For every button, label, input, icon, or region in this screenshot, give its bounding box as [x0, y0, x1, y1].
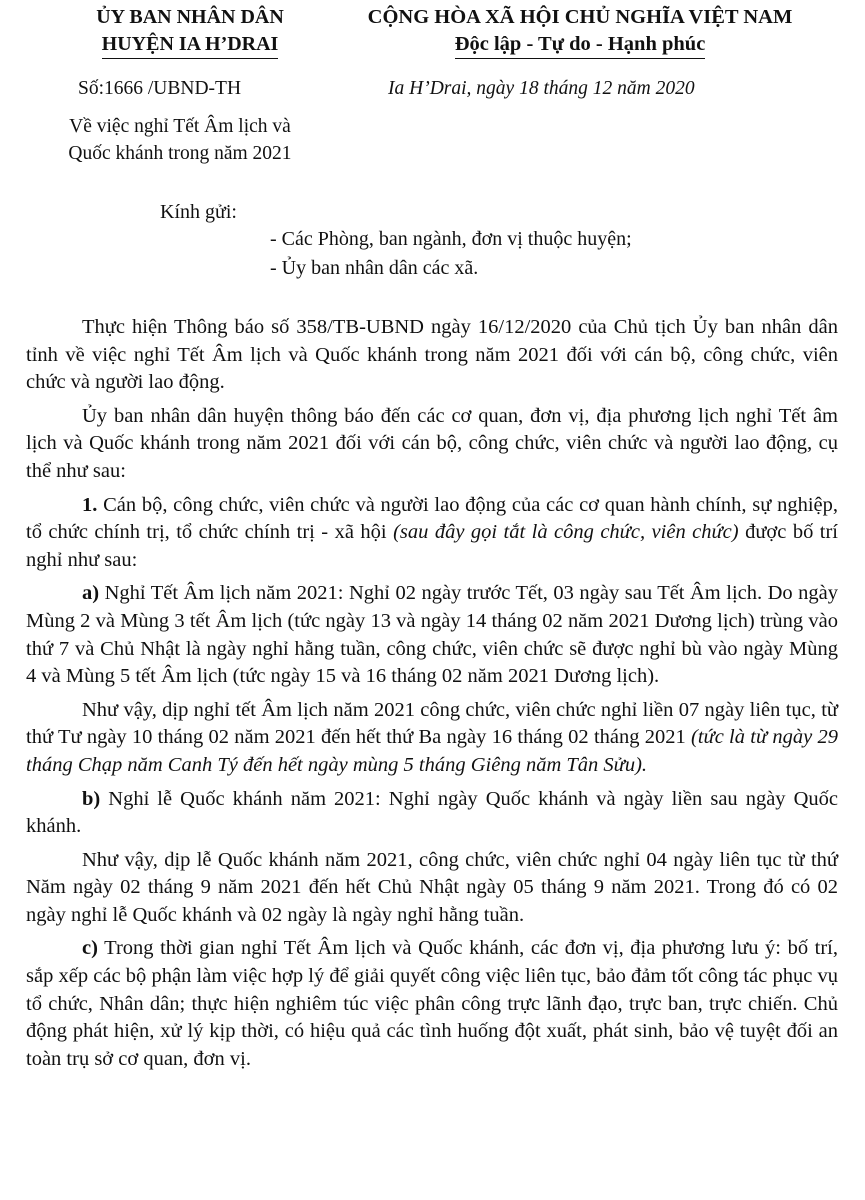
document-body: [26, 314, 838, 1073]
recipients-list: [270, 225, 632, 283]
item-text-tail: được bố trí nghỉ như sau:: [26, 521, 838, 571]
org-name-line2: HUYỆN IA H’DRAI: [102, 31, 279, 59]
item-number: 1.: [82, 493, 98, 516]
item-label: b): [82, 787, 101, 810]
subject-line1: Về việc nghỉ Tết Âm lịch và: [69, 116, 291, 137]
nation-motto: Độc lập - Tự do - Hạnh phúc: [455, 31, 706, 59]
item-text: Nghỉ Tết Âm lịch năm 2021: Nghỉ 02 ngày trước Tết, 03 ngày sau Tết Âm lịch. Do ngày Mùng 2 và Mùng 3 tết Âm lịch (tức ngày 13 và ngày 14 tháng 02 năm 2021 Dương lịch) trùng vào thứ 7 và Chủ Nhật là ngày nghỉ hằng tuần, công chức, viên chức sẽ được nghỉ bù vào ngày Mùng 4 và Mùng 5 tết Âm lịch (tức ngày 15 và 16 tháng 02 năm 2021 Dương lịch).: [26, 582, 838, 688]
recipient-item: - Ủy ban nhân dân các xã.: [270, 257, 479, 279]
paragraph-text: Như vậy, dịp nghỉ tết Âm lịch năm 2021 công chức, viên chức nghỉ liền 07 ngày liên tục, từ thứ Tư ngày 10 tháng 02 năm 2021 đến hết thứ Ba ngày 16 tháng 02 tháng 2021: [26, 698, 838, 749]
item-text: Cán bộ, công chức, viên chức và người lao động của các cơ quan hành chính, sự nghiệp, tổ chức chính trị, tổ chức chính trị - xã hội: [26, 493, 838, 544]
document-date: Ia H’Drai, ngày 18 tháng 12 năm 2020: [388, 78, 695, 99]
document-subject: [40, 113, 320, 167]
recipient-item: - Các Phòng, ban ngành, đơn vị thuộc huyện;: [270, 228, 632, 250]
recipients-label: Kính gửi:: [160, 201, 237, 223]
item-label: c): [82, 937, 98, 960]
item-text: Nghỉ lễ Quốc khánh năm 2021: Nghỉ ngày Quốc khánh và ngày liền sau ngày Quốc khánh.: [26, 787, 838, 838]
paragraph-item-1: [26, 492, 838, 575]
item-text: Trong thời gian nghỉ Tết Âm lịch và Quốc khánh, các đơn vị, địa phương lưu ý: bố trí, sắp xếp các bộ phận làm việc hợp lý để giải quyết công việc liên tục, bảo đảm tốt công tác phục vụ tổ chức, Nhân dân; thực hiện nghiêm túc việc phân công trực lãnh đạo, trực ban, trực chiến. Chủ động phát hiện, xử lý kịp thời, có hiệu quả các tình huống đột xuất, phát sinh, bảo vệ tuyệt đối an toàn trụ sở cơ quan, đơn vị.: [26, 937, 838, 1070]
item-italic-note: (sau đây gọi tắt là công chức, viên chức): [393, 521, 739, 544]
subject-line2: Quốc khánh trong năm 2021: [68, 143, 292, 164]
paragraph-italic-note: (tức là từ ngày 29 tháng Chạp năm Canh Tý đến hết ngày mùng 5 tháng Giêng năm Tân Sửu).: [26, 726, 838, 776]
paragraph-item-b: [26, 786, 838, 841]
nation-title: CỘNG HÒA XÃ HỘI CHỦ NGHĨA VIỆT NAM: [367, 6, 793, 28]
paragraph-item-a: [26, 580, 838, 690]
national-header: [300, 4, 860, 59]
paragraph-tet-summary: [26, 697, 838, 780]
paragraph-item-c: [26, 935, 838, 1073]
paragraph-national-day-summary: Như vậy, dịp lễ Quốc khánh năm 2021, công chức, viên chức nghỉ 04 ngày liên tục từ thứ Năm ngày 02 tháng 9 năm 2021 đến hết Chủ Nhật ngày 05 tháng 9 năm 2021. Trong đó có 02 ngày nghỉ lễ Quốc khánh và 02 ngày là ngày nghỉ hằng tuần.: [26, 848, 838, 926]
document-number: Số:1666 /UBND-TH: [78, 78, 242, 99]
paragraph-intro: Thực hiện Thông báo số 358/TB-UBND ngày 16/12/2020 của Chủ tịch Ủy ban nhân dân tỉnh về việc nghỉ Tết Âm lịch và Quốc khánh trong năm 2021 đối với cán bộ, công chức, viên chức và người lao động.: [26, 316, 838, 394]
paragraph-notice: Ủy ban nhân dân huyện thông báo đến các cơ quan, đơn vị, địa phương lịch nghỉ Tết âm lịch và Quốc khánh trong năm 2021 đối với cán bộ, công chức, viên chức và người lao động, cụ thể như sau:: [26, 404, 838, 482]
item-label: a): [82, 582, 100, 605]
org-name-line1: ỦY BAN NHÂN DÂN: [96, 6, 284, 28]
